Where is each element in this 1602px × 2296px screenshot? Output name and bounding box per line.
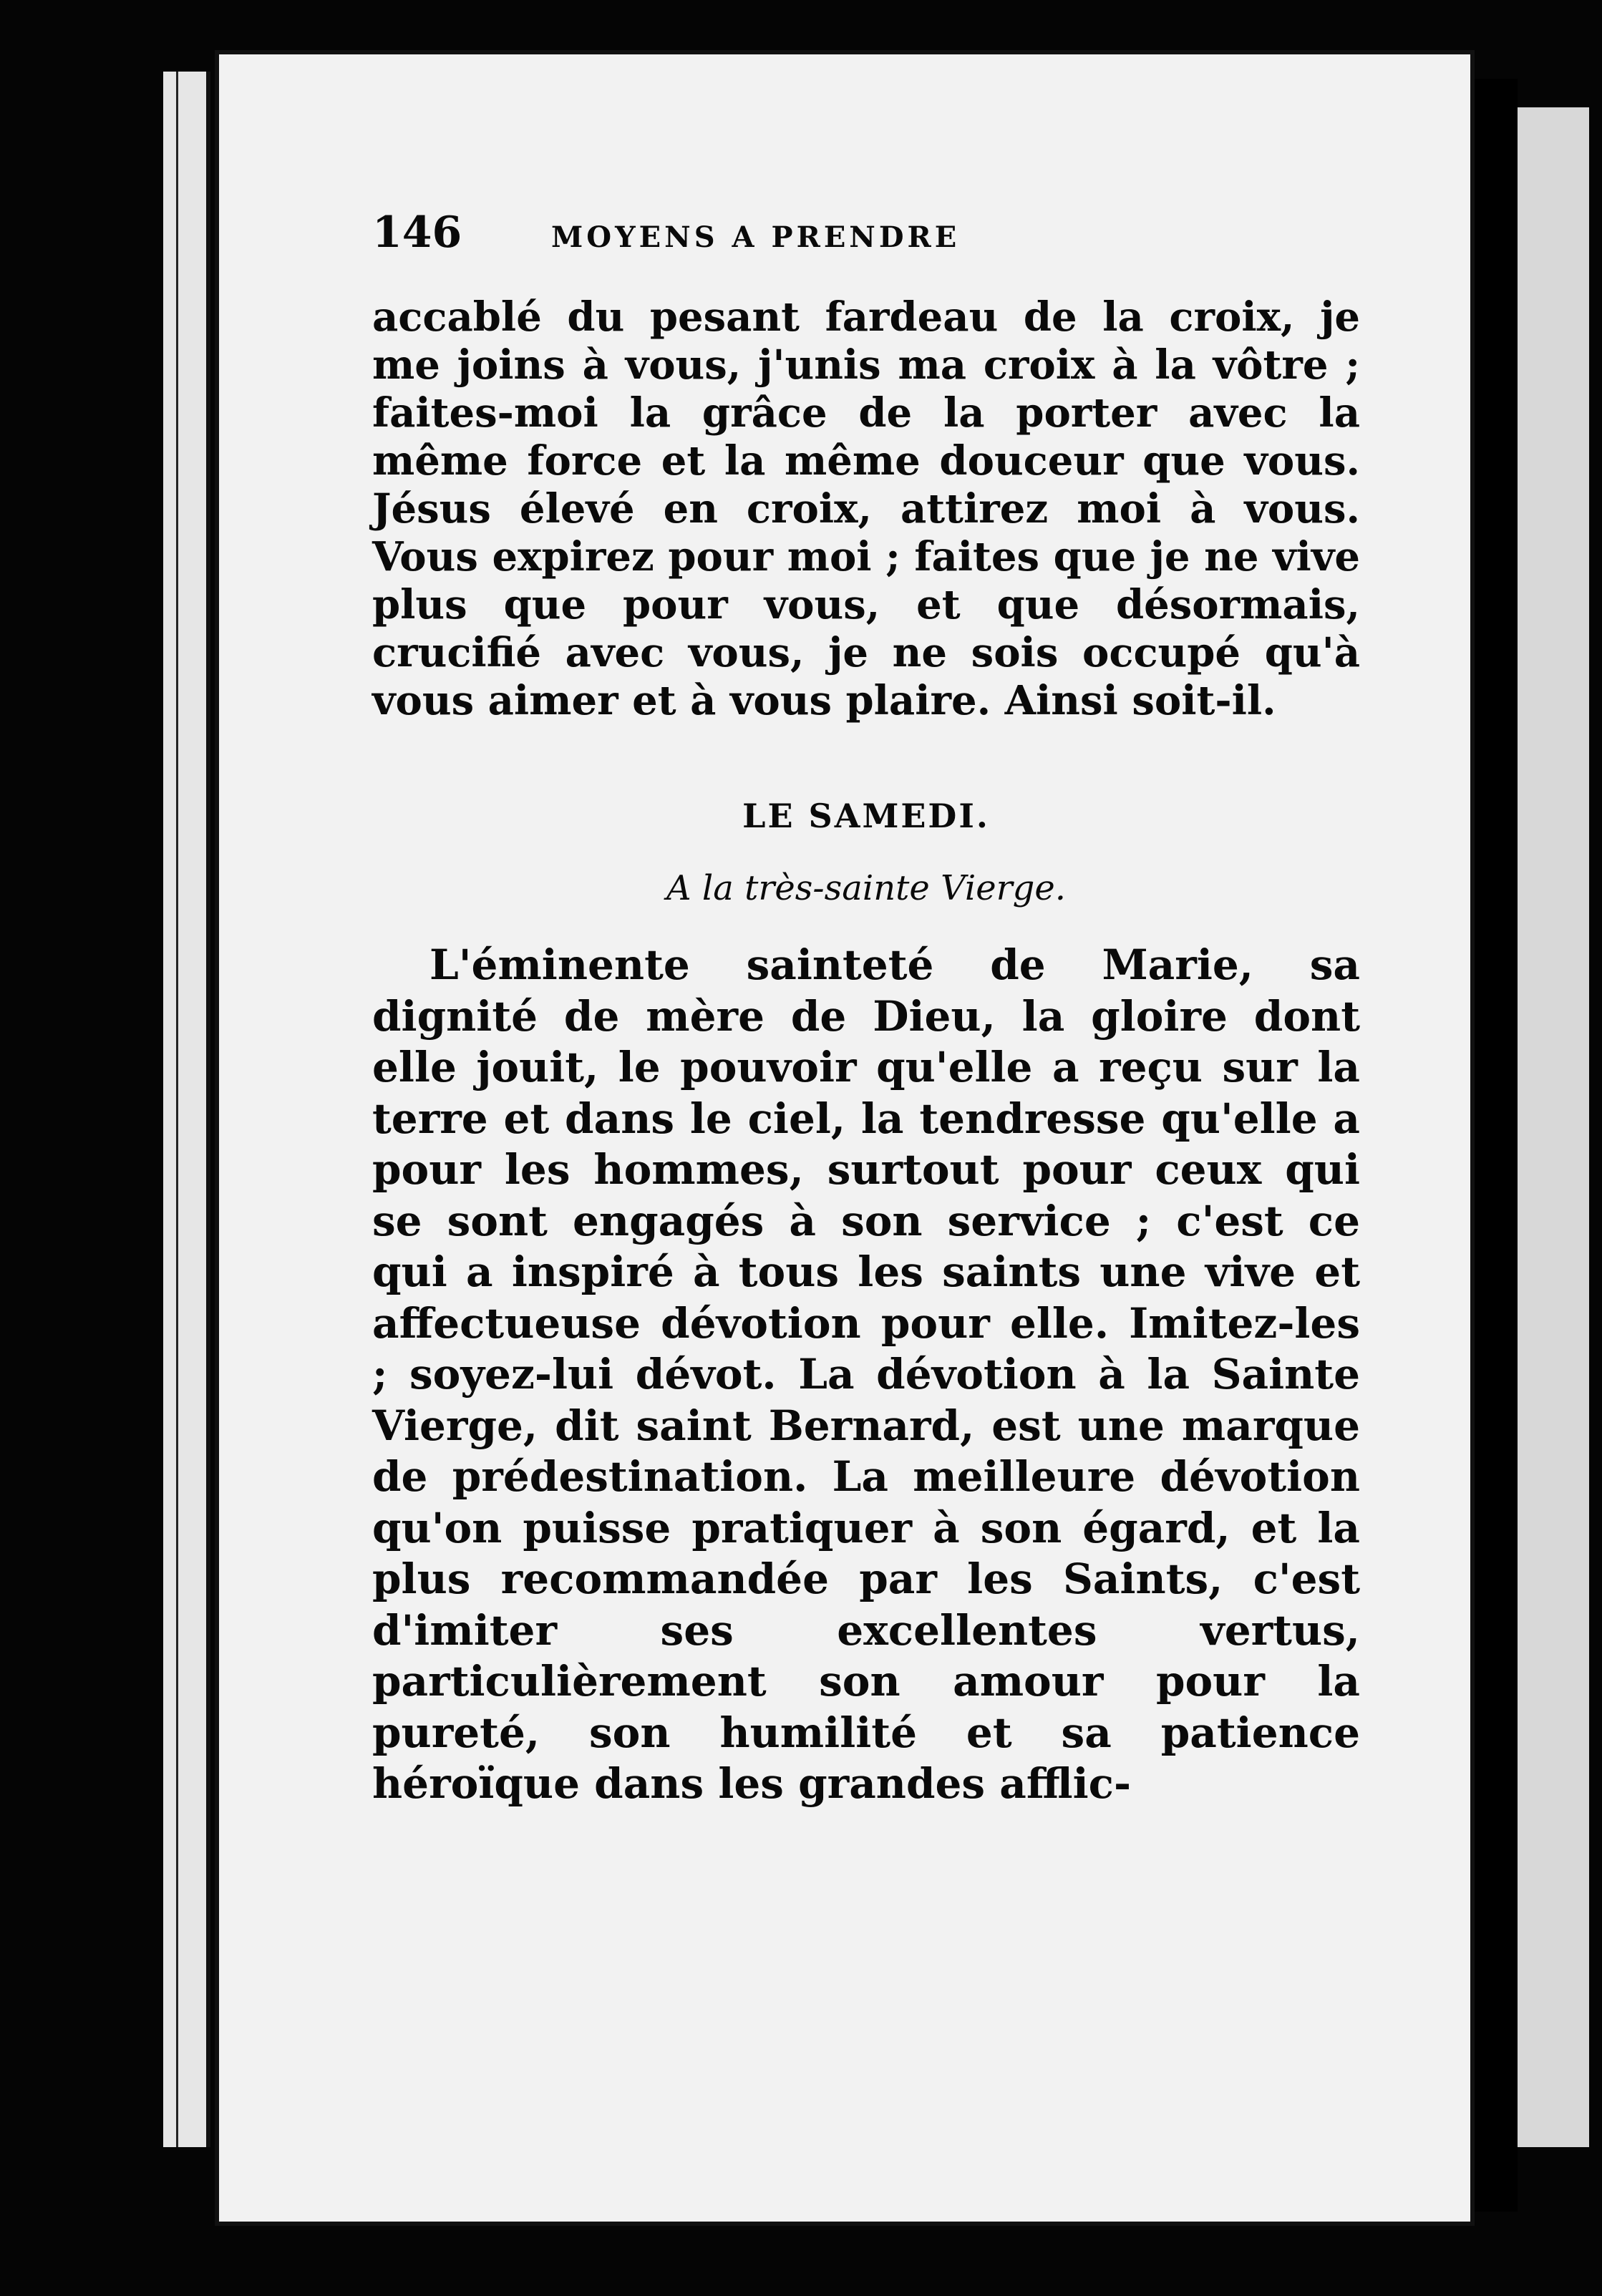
paragraph-prayer-end: accablé du pesant fardeau de la croix, je me joins à vous, j'unis ma croix à la vôtre ; faites-moi la grâce de la porter avec la même force et la même douceur que vous. Jésus élevé en croix, attirez moi à vous. Vous expirez pour moi ; faites que je ne vive plus que pour vous, et que désormais, crucifié avec vous, je ne sois occupé qu'à vous aimer et à vous plaire. Ainsi soit-il.	[372, 293, 1360, 724]
paragraph-section-body: L'éminente sainteté de Marie, sa dignité de mère de Dieu, la gloire dont elle jouit, le pouvoir qu'elle a reçu sur la terre et dans le ciel, la tendresse qu'elle a pour les hommes, surtout pour ceux qui se sont engagés à son service ; c'est ce qui a inspiré à tous les saints une vive et affectueuse dévotion pour elle. Imitez-les ; soyez-lui dévot. La dévotion à la Sainte Vierge, dit saint Bernard, est une marque de prédestination. La meilleure dévotion qu'on puisse pratiquer à son égard, et la plus recommandée par les Saints, c'est d'imiter ses excellentes vertus, particulièrement son amour pour la pureté, son humilité et sa patience héroïque dans les grandes afflic-	[372, 940, 1360, 1808]
page-number: 146	[372, 208, 462, 258]
running-head	[372, 208, 1360, 293]
page-gutter-shadow	[1475, 79, 1518, 2212]
page-text-block	[372, 208, 1360, 1810]
section-title: LE SAMEDI.	[742, 797, 990, 835]
running-title: MOYENS A PRENDRE	[551, 220, 961, 254]
facing-page-edge	[1518, 107, 1589, 2147]
section-subtitle: A la très-sainte Vierge.	[666, 868, 1067, 908]
book-binding-edge	[163, 72, 210, 2147]
